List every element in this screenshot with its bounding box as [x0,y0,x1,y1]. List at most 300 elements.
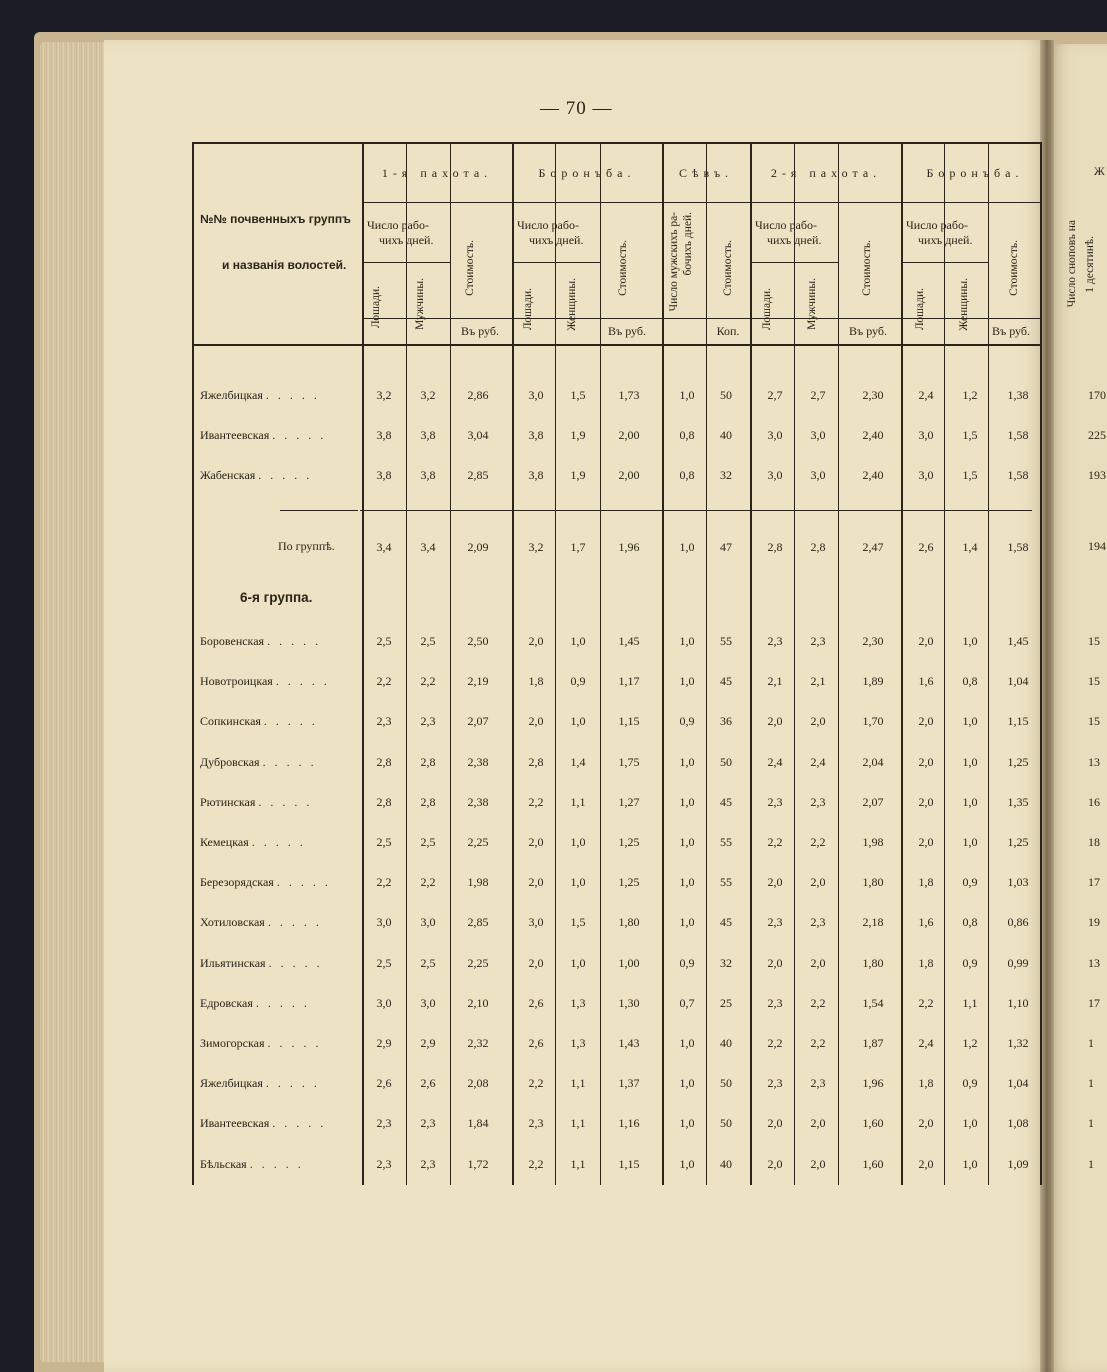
col-rule-6 [662,142,664,1185]
g6-row-4-cell-2: 2,38 [467,794,489,809]
g6-row-4-cell-5: 1,27 [618,794,640,809]
g6-row-5-cell-9: 2,2 [810,835,826,849]
top-row-1-cell-12: 1,5 [962,428,978,442]
col-rule-8 [750,142,752,1185]
group-total-cell-12: 1,4 [962,540,978,554]
top-row-2-edge: 193 [1088,468,1106,482]
top-row-2-cell-2: 2,85 [467,468,489,482]
top-row-1-cell-7: 40 [720,428,732,442]
g6-row-5-edge: 18 [1088,835,1100,849]
g6-row-8-cell-0: 2,5 [376,955,392,970]
top-row-2-name: Жабенская . . . . . [200,468,313,482]
g6-row-2-cell-1: 2,3 [420,714,436,729]
g6-row-1-cell-12: 0,8 [962,674,978,689]
group-subtitle-0-b: чихъ дней. [379,233,434,247]
g6-row-5-cell-4: 1,0 [570,835,586,849]
g6-row-13-cell-8: 2,0 [767,1156,783,1171]
top-row-1-cell-5: 2,00 [618,428,640,442]
top-row-0-cell-9: 2,7 [810,388,826,402]
top-row-0-cell-6: 1,0 [679,388,695,402]
col-heading-1: Мужчины. [414,278,426,330]
g6-row-0-cell-10: 2,30 [862,634,884,648]
g6-row-8-cell-10: 1,80 [862,955,884,970]
group-total-cell-1: 3,4 [420,540,436,554]
col-heading-8: Стоимость. [861,240,873,296]
group-title-3: 2-я пахота. [770,166,882,180]
g6-row-2-cell-13: 1,15 [1007,714,1029,729]
g6-row-12-cell-1: 2,3 [420,1116,436,1131]
partial-col-line1: Число сноповъ на [1066,220,1078,308]
g6-row-8-name: Ильятинская . . . . . [200,955,323,970]
top-row-2-cell-3: 3,8 [528,468,544,482]
g6-row-9-cell-11: 2,2 [918,995,934,1010]
g6-row-4-cell-8: 2,3 [767,794,783,809]
top-row-0-cell-11: 2,4 [918,388,934,402]
g6-row-0-cell-0: 2,5 [376,634,392,648]
top-row-1-cell-2: 3,04 [467,428,489,442]
g6-row-9-edge: 17 [1088,995,1100,1010]
g6-row-9-cell-6: 0,7 [679,995,695,1010]
g6-row-7-cell-7: 45 [720,915,732,930]
col-rule-0 [362,142,364,1185]
g6-row-5-cell-5: 1,25 [618,835,640,849]
g6-row-9-name: Едровская . . . . . [200,995,310,1010]
g6-row-9-cell-1: 3,0 [420,995,436,1010]
page-edges [40,42,110,1362]
group-total-edge: 194 [1088,539,1106,553]
g6-row-5-cell-10: 1,98 [862,835,884,849]
g6-row-9-cell-10: 1,54 [862,995,884,1010]
top-row-2-cell-5: 2,00 [618,468,640,482]
g6-row-0-cell-8: 2,3 [767,634,783,648]
g6-row-0-cell-9: 2,3 [810,634,826,648]
group-total-cell-8: 2,8 [767,540,783,554]
g6-row-2-cell-11: 2,0 [918,714,934,729]
g6-row-4-cell-13: 1,35 [1007,794,1029,809]
row-label-line1: №№ почвенныхъ группъ [200,212,351,226]
g6-row-8-cell-3: 2,0 [528,955,544,970]
col-rule-12 [944,142,945,1185]
g6-row-5-cell-11: 2,0 [918,835,934,849]
g6-row-13-cell-12: 1,0 [962,1156,978,1171]
g6-row-12-cell-12: 1,0 [962,1116,978,1131]
top-row-2-cell-6: 0,8 [679,468,695,482]
g6-row-13-cell-6: 1,0 [679,1156,695,1171]
g6-row-10-cell-2: 2,32 [467,1036,489,1050]
g6-row-11-cell-11: 1,8 [918,1076,934,1091]
col-heading-4: Женщины. [566,278,578,331]
g6-row-12-cell-3: 2,3 [528,1116,544,1131]
g6-row-9-cell-13: 1,10 [1007,995,1029,1010]
g6-row-11-cell-0: 2,6 [376,1076,392,1091]
g6-row-12-edge: 1 [1088,1116,1094,1131]
g6-row-3-cell-3: 2,8 [528,754,544,769]
g6-row-10-cell-3: 2,6 [528,1036,544,1050]
g6-row-7-cell-5: 1,80 [618,915,640,930]
group-title-0: 1-я пахота. [381,166,493,180]
g6-row-7-cell-12: 0,8 [962,915,978,930]
g6-row-8-cell-6: 0,9 [679,955,695,970]
top-row-0-cell-2: 2,86 [467,388,489,402]
g6-row-4-name: Рютинская . . . . . [200,794,313,809]
group-subtitle-4-b: чихъ дней. [918,233,973,247]
g6-row-4-cell-4: 1,1 [570,794,586,809]
top-row-0-cell-3: 3,0 [528,388,544,402]
col-rule-3 [512,142,514,1185]
g6-row-9-cell-2: 2,10 [467,995,489,1010]
page-number: — 70 — [540,98,613,119]
group-title-1: Боронъба. [538,166,636,180]
group-total-cell-7: 47 [720,540,732,554]
g6-row-7-name: Хотиловская . . . . . [200,915,322,930]
g6-row-11-cell-13: 1,04 [1007,1076,1029,1091]
g6-row-10-cell-13: 1,32 [1007,1036,1029,1050]
g6-row-6-cell-3: 2,0 [528,875,544,890]
group-subtitle-1-b: чихъ дней. [529,233,584,247]
top-row-0-cell-8: 2,7 [767,388,783,402]
g6-row-4-cell-1: 2,8 [420,794,436,809]
header-group-rule-4 [901,202,1040,203]
col-rule-2 [450,142,451,1185]
top-row-2-cell-10: 2,40 [862,468,884,482]
g6-row-3-name: Дубровская . . . . . [200,754,317,769]
g6-row-2-cell-7: 36 [720,714,732,729]
group-total-cell-5: 1,96 [618,540,640,554]
top-row-0-cell-4: 1,5 [570,388,586,402]
col-heading-10: Женщины. [958,278,970,331]
g6-row-13-cell-4: 1,1 [570,1156,586,1171]
g6-row-1-cell-10: 1,89 [862,674,884,689]
g6-row-11-cell-2: 2,08 [467,1076,489,1091]
col-heading-0: Лошади. [370,286,382,329]
g6-row-8-cell-5: 1,00 [618,955,640,970]
col-rule-10 [838,142,839,1185]
g6-row-11-cell-6: 1,0 [679,1076,695,1091]
col-rule-13 [988,142,989,1185]
g6-row-5-cell-7: 55 [720,835,732,849]
header-group-rule-1 [512,202,662,203]
g6-row-5-cell-13: 1,25 [1007,835,1029,849]
g6-row-11-edge: 1 [1088,1076,1094,1091]
top-row-2-cell-8: 3,0 [767,468,783,482]
g6-row-7-cell-11: 1,6 [918,915,934,930]
group-total-cell-2: 2,09 [467,540,489,554]
col-rule-4 [555,142,556,1185]
col-rule-9 [794,142,795,1185]
top-row-0-cell-7: 50 [720,388,732,402]
g6-row-4-cell-9: 2,3 [810,794,826,809]
left-border [192,142,194,1185]
top-row-1-name: Ивантеевская . . . . . [200,428,327,442]
partial-top: Ж [1094,164,1105,178]
g6-row-7-cell-13: 0,86 [1007,915,1029,930]
g6-row-3-cell-11: 2,0 [918,754,934,769]
g6-row-2-cell-6: 0,9 [679,714,695,729]
top-row-0-cell-10: 2,30 [862,388,884,402]
group-subtitle-3-a: Число рабо- [755,218,817,232]
g6-row-9-cell-0: 3,0 [376,995,392,1010]
g6-row-3-cell-9: 2,4 [810,754,826,769]
g6-row-13-cell-13: 1,09 [1007,1156,1029,1171]
g6-row-6-name: Березорядская . . . . . [200,875,331,890]
group-total-cell-10: 2,47 [862,540,884,554]
g6-row-3-cell-6: 1,0 [679,754,695,769]
g6-row-0-cell-5: 1,45 [618,634,640,648]
g6-row-1-cell-2: 2,19 [467,674,489,689]
g6-row-4-cell-12: 1,0 [962,794,978,809]
g6-row-1-cell-11: 1,6 [918,674,934,689]
g6-row-7-cell-2: 2,85 [467,915,489,930]
g6-row-6-cell-0: 2,2 [376,875,392,890]
g6-row-1-name: Новотроицкая . . . . . [200,674,330,689]
g6-row-11-cell-10: 1,96 [862,1076,884,1091]
group-total-cell-3: 3,2 [528,540,544,554]
g6-row-8-cell-12: 0,9 [962,955,978,970]
g6-row-12-cell-9: 2,0 [810,1116,826,1131]
g6-row-6-cell-1: 2,2 [420,875,436,890]
g6-row-12-cell-5: 1,16 [618,1116,640,1131]
group-6-title: 6-я группа. [240,590,313,605]
g6-row-1-cell-7: 45 [720,674,732,689]
group-subtitle-1-a: Число рабо- [517,218,579,232]
g6-row-7-cell-3: 3,0 [528,915,544,930]
top-row-1-cell-8: 3,0 [767,428,783,442]
top-row-2-cell-13: 1,58 [1007,468,1029,482]
g6-row-0-cell-7: 55 [720,634,732,648]
g6-row-9-cell-9: 2,2 [810,995,826,1010]
g6-row-13-cell-7: 40 [720,1156,732,1171]
g6-row-2-edge: 15 [1088,714,1100,729]
group-total-cell-0: 3,4 [376,540,392,554]
g6-row-1-edge: 15 [1088,674,1100,689]
g6-row-9-cell-12: 1,1 [962,995,978,1010]
g6-row-7-cell-10: 2,18 [862,915,884,930]
g6-row-13-edge: 1 [1088,1156,1094,1171]
top-row-1-cell-10: 2,40 [862,428,884,442]
header-unit-rule-0 [362,318,512,319]
top-row-1-cell-6: 0,8 [679,428,695,442]
g6-row-6-cell-5: 1,25 [618,875,640,890]
top-row-0-cell-5: 1,73 [618,388,640,402]
g6-row-13-cell-1: 2,3 [420,1156,436,1171]
col-heading-sow-b: бочихъ дней. [682,212,694,276]
g6-row-3-cell-0: 2,8 [376,754,392,769]
g6-row-6-cell-6: 1,0 [679,875,695,890]
g6-row-1-cell-1: 2,2 [420,674,436,689]
g6-row-8-edge: 13 [1088,955,1100,970]
g6-row-12-cell-13: 1,08 [1007,1116,1029,1131]
group-total-rule [360,510,1032,511]
g6-row-1-cell-8: 2,1 [767,674,783,689]
g6-row-8-cell-4: 1,0 [570,955,586,970]
group-total-cell-6: 1,0 [679,540,695,554]
top-row-2-cell-0: 3,8 [376,468,392,482]
g6-row-4-cell-0: 2,8 [376,794,392,809]
g6-row-5-cell-6: 1,0 [679,835,695,849]
header-group-rule-3 [750,202,901,203]
g6-row-7-cell-4: 1,5 [570,915,586,930]
g6-row-8-cell-7: 32 [720,955,732,970]
g6-row-1-cell-3: 1,8 [528,674,544,689]
g6-row-10-cell-8: 2,2 [767,1036,783,1050]
g6-row-9-cell-4: 1,3 [570,995,586,1010]
top-row-1-cell-3: 3,8 [528,428,544,442]
group-total-label: По группѣ. [278,539,335,553]
g6-row-11-cell-8: 2,3 [767,1076,783,1091]
g6-row-0-cell-11: 2,0 [918,634,934,648]
col-rule-14 [1040,142,1042,1185]
group-subtitle-3-b: чихъ дней. [767,233,822,247]
g6-row-4-cell-3: 2,2 [528,794,544,809]
name-column-rule [280,510,358,511]
col-heading-6: Лошади. [761,288,773,331]
g6-row-13-cell-9: 2,0 [810,1156,826,1171]
g6-row-1-cell-9: 2,1 [810,674,826,689]
g6-row-11-name: Яжелбицкая . . . . . [200,1076,320,1091]
g6-row-12-cell-4: 1,1 [570,1116,586,1131]
g6-row-8-cell-8: 2,0 [767,955,783,970]
top-row-0-cell-13: 1,38 [1007,388,1029,402]
top-row-1-cell-0: 3,8 [376,428,392,442]
g6-row-8-cell-13: 0,99 [1007,955,1029,970]
unit-label-4: Въ руб. [992,324,1030,338]
g6-row-11-cell-4: 1,1 [570,1076,586,1091]
g6-row-8-cell-2: 2,25 [467,955,489,970]
g6-row-1-cell-13: 1,04 [1007,674,1029,689]
g6-row-0-cell-12: 1,0 [962,634,978,648]
g6-row-6-cell-10: 1,80 [862,875,884,890]
top-row-2-cell-4: 1,9 [570,468,586,482]
g6-row-2-cell-2: 2,07 [467,714,489,729]
g6-row-2-cell-0: 2,3 [376,714,392,729]
table-top-rule [192,142,1042,144]
g6-row-12-cell-10: 1,60 [862,1116,884,1131]
group-subtitle-4-a: Число рабо- [906,218,968,232]
g6-row-12-name: Ивантеевская . . . . . [200,1116,327,1131]
group-total-cell-9: 2,8 [810,540,826,554]
g6-row-4-cell-7: 45 [720,794,732,809]
g6-row-10-edge: 1 [1088,1036,1094,1050]
top-row-2-cell-11: 3,0 [918,468,934,482]
g6-row-12-cell-8: 2,0 [767,1116,783,1131]
g6-row-7-cell-6: 1,0 [679,915,695,930]
g6-row-10-cell-10: 1,87 [862,1036,884,1050]
g6-row-11-cell-9: 2,3 [810,1076,826,1091]
g6-row-11-cell-5: 1,37 [618,1076,640,1091]
g6-row-13-cell-2: 1,72 [467,1156,489,1171]
g6-row-0-cell-1: 2,5 [420,634,436,648]
col-heading-3: Лошади. [522,288,534,331]
header-group-rule-0 [362,202,512,203]
g6-row-7-cell-8: 2,3 [767,915,783,930]
g6-row-3-cell-2: 2,38 [467,754,489,769]
right-page [1050,44,1107,1372]
g6-row-13-cell-10: 1,60 [862,1156,884,1171]
group-title-4: Боронъба. [926,166,1024,180]
g6-row-2-cell-3: 2,0 [528,714,544,729]
g6-row-3-edge: 13 [1088,754,1100,769]
g6-row-5-cell-1: 2,5 [420,835,436,849]
g6-row-1-cell-0: 2,2 [376,674,392,689]
col-heading-2: Стоимость. [464,240,476,296]
header-sub-rule-1 [512,262,600,263]
top-row-0-cell-12: 1,2 [962,388,978,402]
g6-row-6-edge: 17 [1088,875,1100,890]
row-label-line2: и названія волостей. [222,258,347,272]
g6-row-1-cell-6: 1,0 [679,674,695,689]
col-rule-7 [706,142,707,1185]
g6-row-12-cell-2: 1,84 [467,1116,489,1131]
g6-row-10-name: Зимогорская . . . . . [200,1036,322,1050]
unit-label-0: Въ руб. [461,324,499,338]
top-row-0-cell-1: 3,2 [420,388,436,402]
g6-row-10-cell-1: 2,9 [420,1036,436,1050]
top-row-2-cell-7: 32 [720,468,732,482]
top-row-0-name: Яжелбицкая . . . . . [200,388,320,402]
g6-row-1-cell-4: 0,9 [570,674,586,689]
top-row-1-cell-4: 1,9 [570,428,586,442]
g6-row-11-cell-7: 50 [720,1076,732,1091]
g6-row-10-cell-11: 2,4 [918,1036,934,1050]
g6-row-6-cell-13: 1,03 [1007,875,1029,890]
col-rule-1 [406,142,407,1185]
g6-row-3-cell-12: 1,0 [962,754,978,769]
g6-row-12-cell-7: 50 [720,1116,732,1131]
group-total-cell-13: 1,58 [1007,540,1029,554]
g6-row-3-cell-4: 1,4 [570,754,586,769]
g6-row-2-cell-5: 1,15 [618,714,640,729]
g6-row-0-cell-13: 1,45 [1007,634,1029,648]
g6-row-4-cell-11: 2,0 [918,794,934,809]
col-heading-11: Стоимость. [1008,240,1020,296]
g6-row-0-cell-2: 2,50 [467,634,489,648]
g6-row-0-cell-6: 1,0 [679,634,695,648]
g6-row-10-cell-5: 1,43 [618,1036,640,1050]
g6-row-13-cell-3: 2,2 [528,1156,544,1171]
g6-row-13-cell-5: 1,15 [618,1156,640,1171]
g6-row-12-cell-6: 1,0 [679,1116,695,1131]
g6-row-10-cell-4: 1,3 [570,1036,586,1050]
header-unit-rule-1 [512,318,662,319]
partial-col-line2: 1 десятинѣ. [1084,236,1096,293]
col-rule-5 [600,142,601,1185]
g6-row-0-cell-3: 2,0 [528,634,544,648]
g6-row-5-name: Кемецкая . . . . . [200,835,306,849]
g6-row-0-edge: 15 [1088,634,1100,648]
g6-row-2-cell-4: 1,0 [570,714,586,729]
g6-row-5-cell-3: 2,0 [528,835,544,849]
top-row-1-cell-13: 1,58 [1007,428,1029,442]
g6-row-6-cell-7: 55 [720,875,732,890]
g6-row-2-cell-9: 2,0 [810,714,826,729]
g6-row-8-cell-9: 2,0 [810,955,826,970]
g6-row-7-edge: 19 [1088,915,1100,930]
g6-row-9-cell-8: 2,3 [767,995,783,1010]
g6-row-6-cell-11: 1,8 [918,875,934,890]
col-heading-sow-a: Число мужскихъ ра- [668,212,680,312]
g6-row-3-cell-1: 2,8 [420,754,436,769]
g6-row-5-cell-2: 2,25 [467,835,489,849]
g6-row-13-cell-0: 2,3 [376,1156,392,1171]
g6-row-9-cell-7: 25 [720,995,732,1010]
unit-label-3: Въ руб. [849,324,887,338]
g6-row-4-edge: 16 [1088,794,1100,809]
g6-row-3-cell-10: 2,04 [862,754,884,769]
group-title-2: Сѣвъ. [678,166,734,180]
g6-row-11-cell-1: 2,6 [420,1076,436,1091]
col-heading-5: Стоимость. [617,240,629,296]
col-rule-11 [901,142,903,1185]
